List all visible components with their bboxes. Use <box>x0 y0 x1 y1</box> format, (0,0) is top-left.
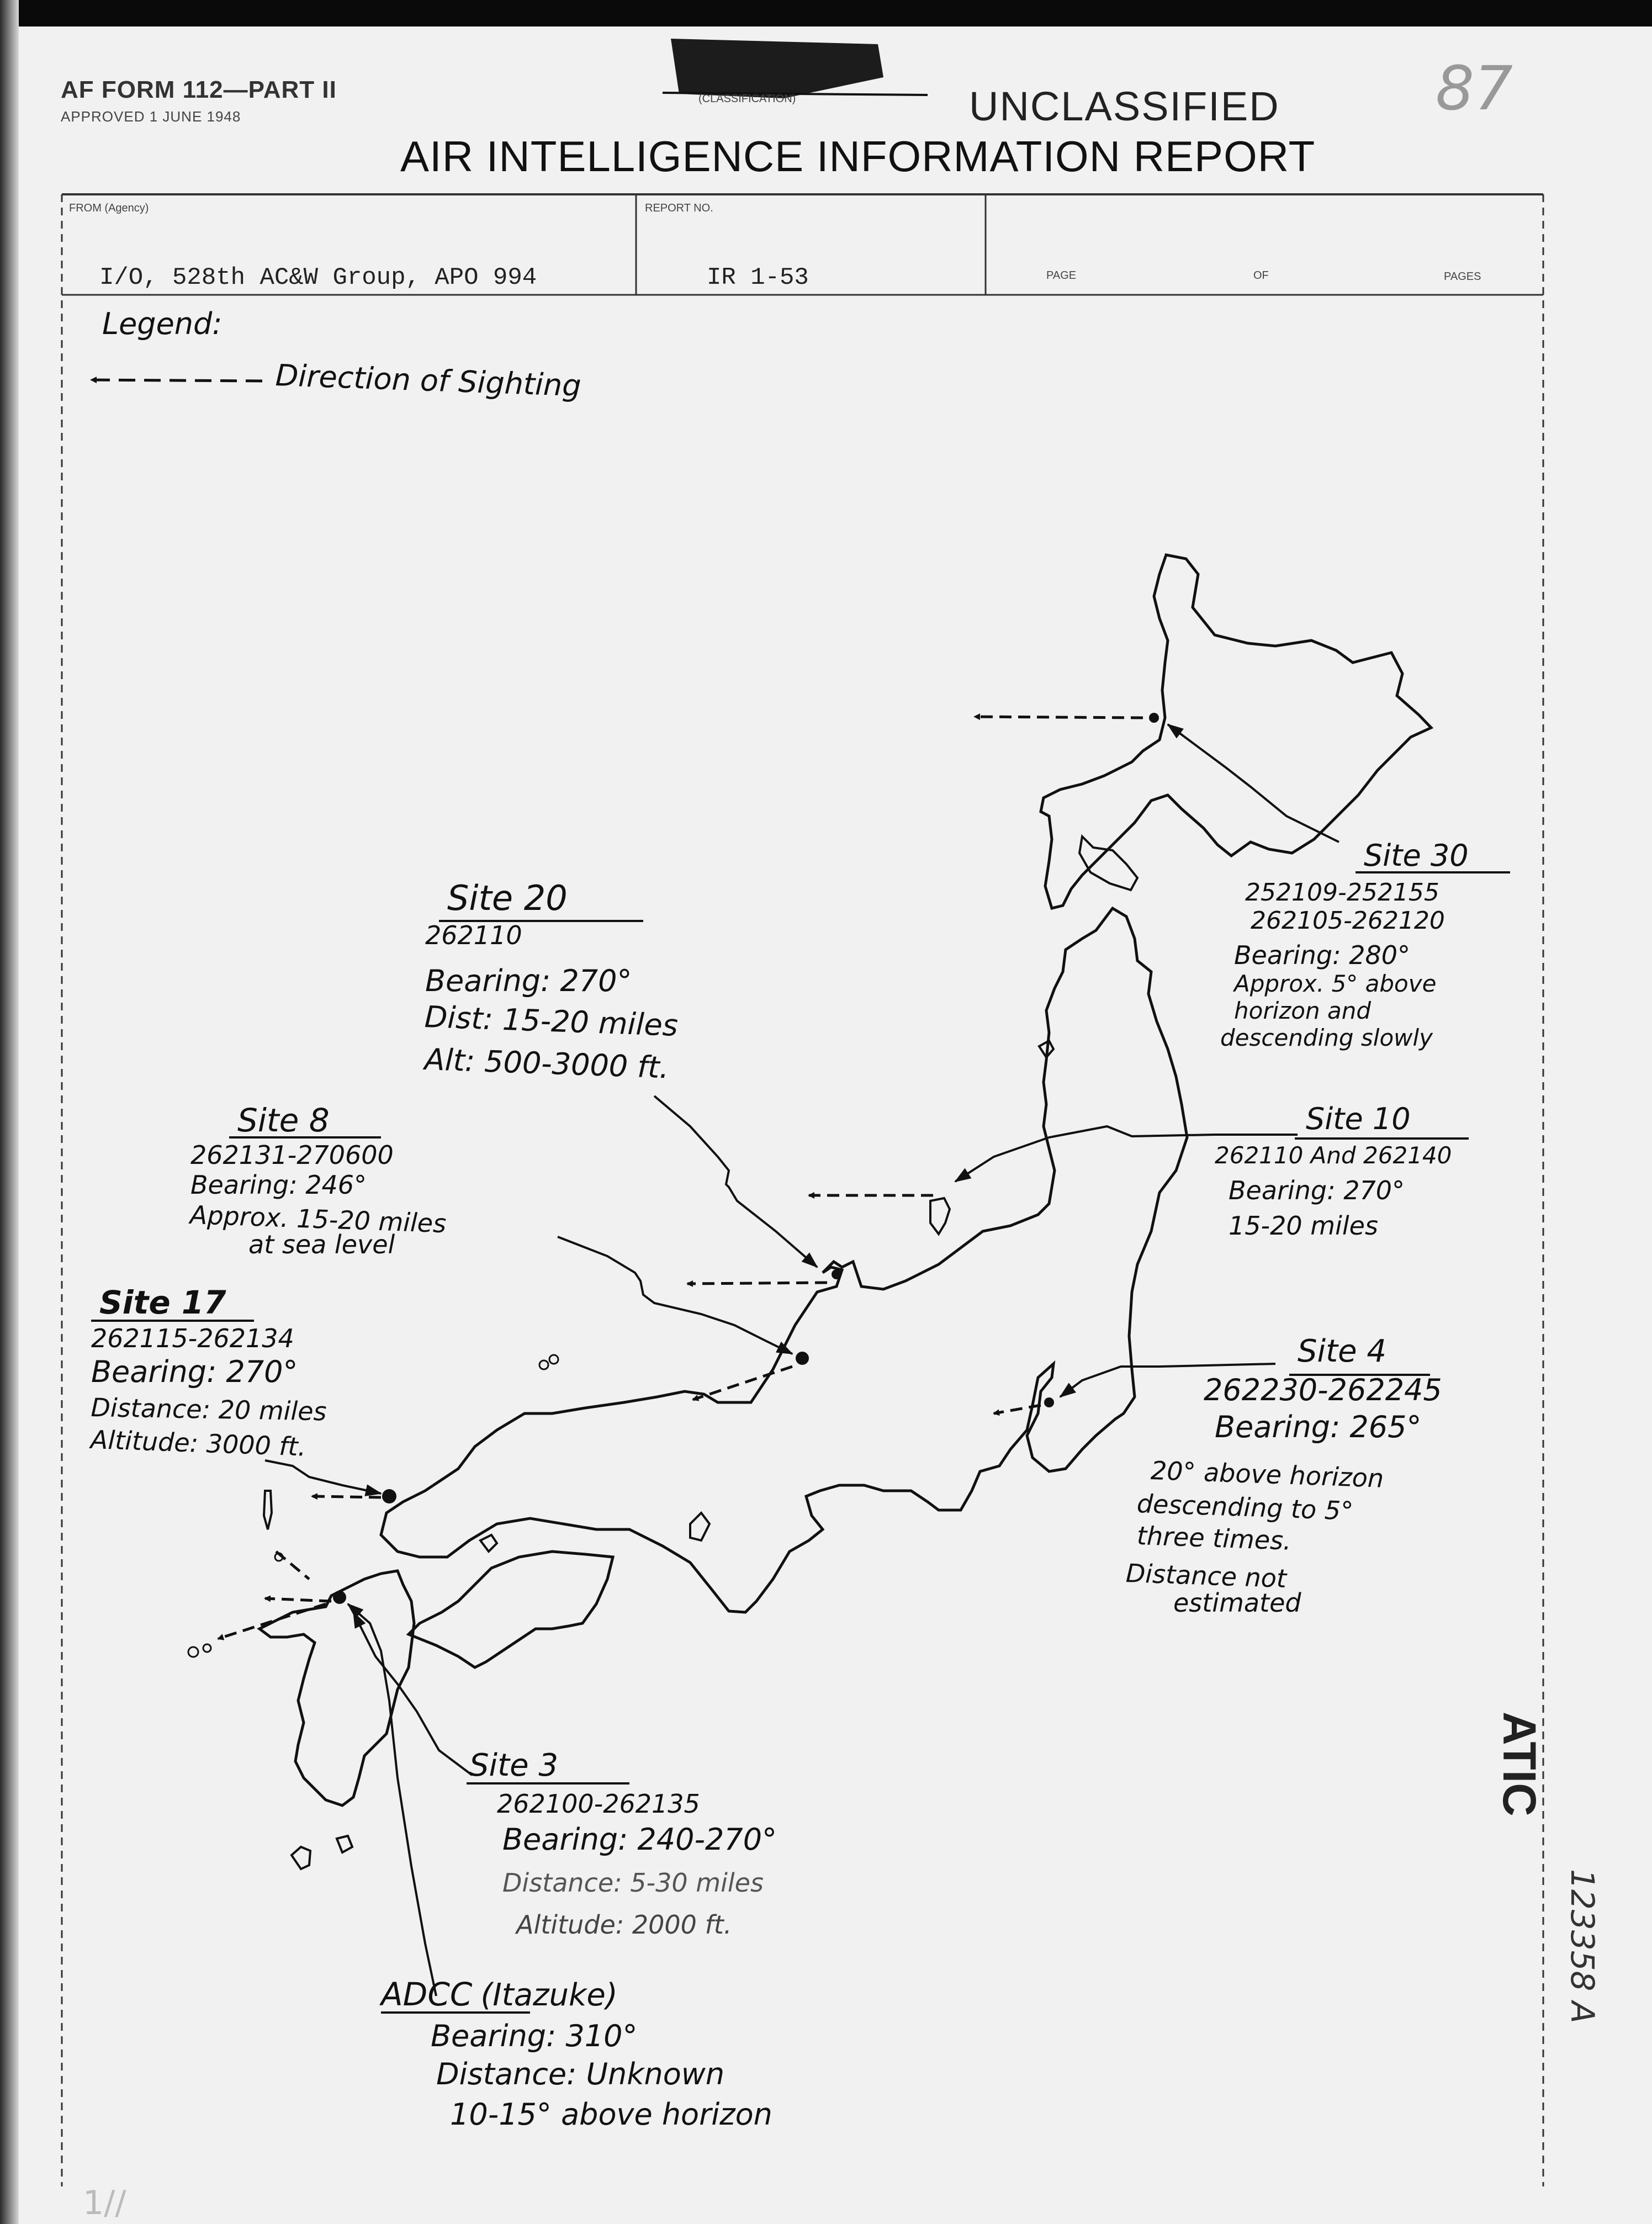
site-4-time: 262230-262245 <box>1204 1373 1442 1407</box>
adcc-sighting-line <box>276 1551 309 1579</box>
form-approved-date: APPROVED 1 JUNE 1948 <box>61 108 241 125</box>
site-10-note <box>1215 1102 1452 1241</box>
site-4-times: three times. <box>1136 1521 1292 1556</box>
report-title: AIR INTELLIGENCE INFORMATION REPORT <box>400 132 1316 181</box>
site-8-sighting-arrow <box>693 1367 792 1400</box>
adcc-location: (Itazuke) <box>480 1977 618 2013</box>
classification-caption: (CLASSIFICATION) <box>698 93 796 105</box>
site-3-sighting-arrow-a <box>265 1598 331 1601</box>
site-20-note <box>423 878 679 1085</box>
shikoku-outline <box>409 1551 613 1667</box>
site-30-time-2: 262105-262120 <box>1251 907 1445 935</box>
site-3-title: Site 3 <box>469 1748 558 1783</box>
site-30-descending: descending slowly <box>1220 1024 1433 1051</box>
site-17-bearing: Bearing: 270° <box>91 1354 298 1389</box>
goto-island-1 <box>188 1647 198 1657</box>
adcc-distance: Distance: Unknown <box>436 2057 725 2091</box>
kyushu-outline <box>260 1571 414 1805</box>
of-label: OF <box>1253 269 1269 282</box>
oki-island-2 <box>549 1355 558 1364</box>
site-4-bearing: Bearing: 265° <box>1215 1410 1422 1444</box>
hokkaido-bay <box>1079 836 1137 890</box>
site-30-title: Site 30 <box>1364 838 1469 873</box>
site-17-distance: Distance: 20 miles <box>91 1392 327 1427</box>
adcc-title: ADCC <box>381 1976 473 2013</box>
site-30-sighting-arrow <box>975 717 1143 718</box>
site-4-estimated: estimated <box>1173 1588 1301 1618</box>
site-4-note <box>1125 1333 1442 1618</box>
site-20-sighting-arrow <box>687 1283 827 1284</box>
atic-stamp: ATIC <box>1494 1712 1545 1817</box>
site-8-bearing: Bearing: 246° <box>190 1170 367 1200</box>
footer-mark: 1// <box>83 2184 126 2222</box>
site-8-leader <box>558 1237 792 1354</box>
adcc-note <box>381 1976 772 2132</box>
page-label: PAGE <box>1046 269 1077 282</box>
site-20-time: 262110 <box>425 920 522 950</box>
site-17-leader <box>265 1460 381 1494</box>
site-4-elevation: 20° above horizon <box>1150 1455 1385 1494</box>
site-3-dot <box>333 1591 346 1604</box>
report-no-value: IR 1-53 <box>707 264 809 292</box>
goto-island-2 <box>203 1644 211 1652</box>
oki-island-1 <box>539 1360 548 1369</box>
site-17-note <box>90 1284 327 1462</box>
legend-title: Legend: <box>102 306 223 341</box>
site-8-time: 262131-270600 <box>190 1140 394 1170</box>
site-30-leader <box>1168 724 1339 842</box>
site-17-altitude: Altitude: 3000 ft. <box>90 1425 307 1462</box>
tsushima-island <box>264 1491 272 1529</box>
site-30-time-1: 252109-252155 <box>1245 878 1439 907</box>
report-no-label: REPORT NO. <box>645 202 713 214</box>
site-30-elevation: Approx. 5° above <box>1234 970 1437 997</box>
adcc-bearing: Bearing: 310° <box>431 2019 638 2053</box>
site-30-horizon: horizon and <box>1234 997 1371 1024</box>
legend-label: Direction of Sighting <box>274 358 582 404</box>
site-17-time: 262115-262134 <box>91 1323 294 1353</box>
from-label: FROM (Agency) <box>69 202 149 214</box>
site-3-time: 262100-262135 <box>497 1789 700 1819</box>
pages-label: PAGES <box>1444 271 1481 283</box>
site-20-bearing: Bearing: 270° <box>425 963 632 998</box>
site-3-bearing: Bearing: 240-270° <box>502 1822 777 1857</box>
site-8-note <box>190 1102 447 1259</box>
site-30-bearing: Bearing: 280° <box>1234 940 1411 970</box>
adcc-leader <box>348 1604 436 1996</box>
site-20-altitude: Alt: 500-3000 ft. <box>423 1042 670 1085</box>
noto-peninsula <box>930 1198 950 1234</box>
site-30-dot <box>1149 713 1159 723</box>
site-20-title: Site 20 <box>447 878 568 918</box>
site-8-distance: Approx. 15-20 miles <box>189 1200 447 1239</box>
legend-arrow <box>91 380 262 381</box>
site-4-distance-note: Distance not <box>1125 1558 1287 1594</box>
site-10-time: 262110 And 262140 <box>1215 1142 1452 1169</box>
site-10-title: Site 10 <box>1306 1102 1411 1136</box>
site-17-title: Site 17 <box>99 1284 226 1321</box>
inland-sea-island <box>480 1535 497 1551</box>
site-30-note <box>1220 838 1469 1051</box>
form-id: AF FORM 112—PART II <box>61 76 337 103</box>
adcc-elevation: 10-15° above horizon <box>450 2097 772 2132</box>
site-10-distance: 15-20 miles <box>1229 1211 1378 1241</box>
site-8-title: Site 8 <box>237 1102 330 1139</box>
from-value: I/O, 528th AC&W Group, APO 994 <box>99 264 537 292</box>
site-20-dot <box>832 1269 841 1279</box>
site-3-distance: Distance: 5-30 miles <box>502 1868 764 1898</box>
site-20-leader <box>654 1096 817 1267</box>
site-17-sighting-arrow <box>312 1496 381 1497</box>
atic-document-number: 123358 A <box>1564 1869 1601 2024</box>
site-3-altitude: Altitude: 2000 ft. <box>516 1910 732 1940</box>
site-8-dot <box>796 1352 809 1365</box>
classification-stamp: UNCLASSIFIED <box>969 83 1280 129</box>
site-17-dot <box>382 1489 396 1503</box>
awaji-island <box>690 1513 709 1540</box>
site-20-distance: Dist: 15-20 miles <box>423 999 679 1043</box>
handwritten-page-number: 87 <box>1436 53 1513 124</box>
site-4-dot <box>1044 1397 1054 1407</box>
redaction-mark <box>663 39 928 98</box>
site-3-note <box>469 1748 777 1940</box>
site-8-level: at sea level <box>248 1230 395 1259</box>
site-10-bearing: Bearing: 270° <box>1229 1175 1405 1205</box>
site-4-sighting-arrow <box>994 1405 1041 1413</box>
site-4-title: Site 4 <box>1298 1333 1386 1369</box>
site-4-descending: descending to 5° <box>1136 1489 1354 1526</box>
southern-islands <box>292 1836 352 1869</box>
